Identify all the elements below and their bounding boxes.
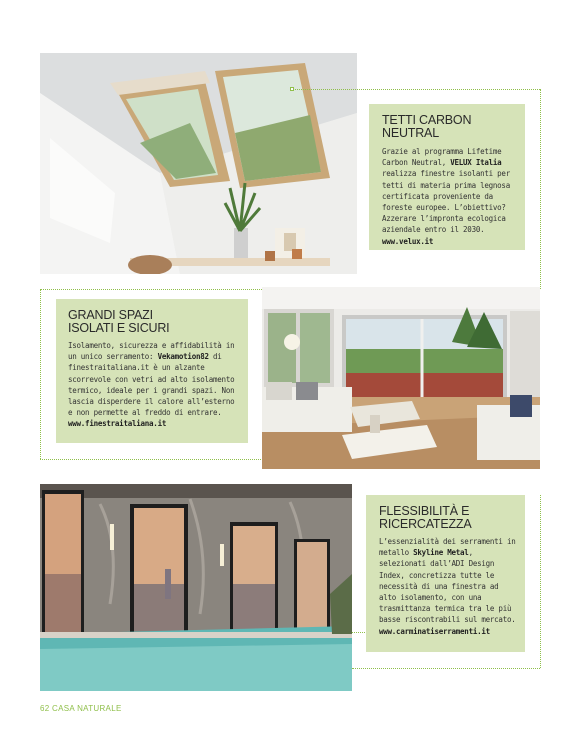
section-title: FLESSIBILITÀ E RICERCATEZZA <box>379 504 472 531</box>
section-grandi-spazi <box>56 299 248 443</box>
magazine-name: CASA NATURALE <box>52 704 122 713</box>
section-body: Grazie al programma Lifetime Carbon Neutral, VELUX Italia realizza finestre isolanti per tetti di materia prima legnosa certificata proveniente da foreste europee. L’obiettivo? Azzerare l’impronta ecologica aziendale entro il 2030. www.velux.it <box>382 146 517 247</box>
photo-living-room <box>262 287 540 469</box>
section-body: Isolamento, sicurezza e affidabilità in un unico serramento: Vekamotion82 di finestraitaliana.it è un alzante scorrevole con vetri ad alto isolamento termico, ideale per i grandi spazi. Non lascia disperdere il calore all’esterno e non permette al freddo di entrare. www.finestraitaliana.it <box>68 340 240 430</box>
photo-indoor-pool <box>40 484 352 691</box>
section-body: L’essenzialità dei serramenti in metallo Skyline Metal, selezionati dall’ADI Design Index, concretizza tutte le necessità di una finestra ad alto isolamento, con una trasmittanza termica tra le più basse riscontrabili sul mercato. www.carminatiserramenti.it <box>379 536 519 637</box>
website-link[interactable]: www.carminatiserramenti.it <box>379 626 490 636</box>
page-number: 62 <box>40 704 50 713</box>
website-link[interactable]: www.velux.it <box>382 236 434 246</box>
photo-roof-windows <box>40 53 357 274</box>
brand-name: Skyline Metal <box>413 548 469 558</box>
section-flessibilita-ricercatezza <box>366 495 525 652</box>
section-title: TETTI CARBON NEUTRAL <box>382 113 472 140</box>
website-link[interactable]: www.finestraitaliana.it <box>68 419 167 429</box>
section-title: GRANDI SPAZI ISOLATI E SICURI <box>68 308 170 335</box>
page-footer <box>40 704 122 713</box>
section-tetti-carbon-neutral <box>369 104 525 250</box>
brand-name: VELUX Italia <box>450 158 502 168</box>
brand-name: Vekamotion82 <box>157 352 209 362</box>
